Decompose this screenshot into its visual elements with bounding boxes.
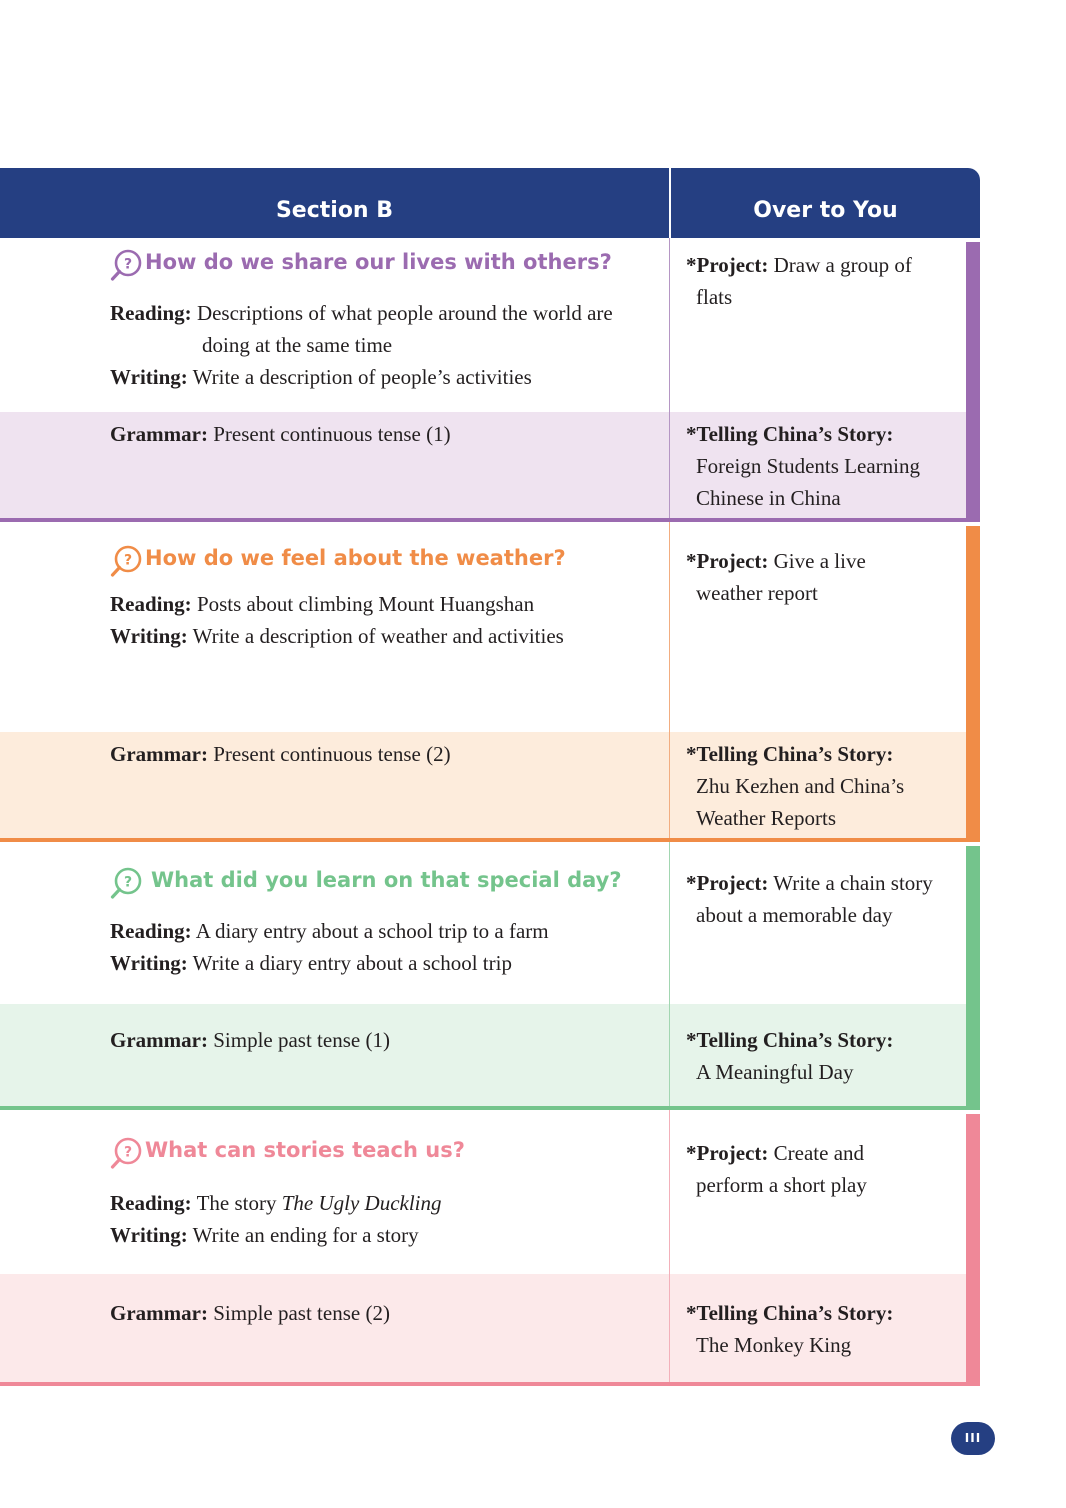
writing-label: Writing: (110, 951, 188, 975)
writing-text: Write a description of weather and activities (192, 624, 564, 648)
project-text: Give a live (773, 549, 866, 573)
writing-text: Write a diary entry about a school trip (192, 951, 512, 975)
grammar-text: Present continuous tense (2) (213, 742, 451, 766)
reading-text: The story (196, 1191, 277, 1215)
question-magnifier-icon (110, 248, 144, 282)
column-divider (669, 522, 670, 838)
unit-bottom-line (0, 1382, 980, 1386)
reading-text: Posts about climbing Mount Huangshan (196, 592, 535, 616)
story-label: *Telling China’s Story: (686, 1301, 894, 1325)
project-line-continued: flats (696, 285, 733, 309)
unit-3-row (0, 842, 980, 1110)
reading-title: The Ugly Duckling (281, 1191, 442, 1215)
project-text: Draw a group of (773, 253, 912, 277)
writing-label: Writing: (110, 365, 188, 389)
svg-text:?: ? (123, 552, 133, 569)
grammar-line (110, 1297, 390, 1329)
writing-text: Write an ending for a story (192, 1223, 419, 1247)
unit-color-bar (966, 846, 980, 1110)
page-number-badge: III (951, 1422, 995, 1455)
reading-text: Descriptions of what people around the world are (196, 301, 613, 325)
writing-text: Write a description of people’s activities (192, 365, 532, 389)
svg-text:?: ? (123, 1144, 133, 1161)
question-magnifier-icon (110, 1136, 144, 1170)
reading-line (110, 588, 534, 620)
grammar-label: Grammar: (110, 422, 208, 446)
story-line-1: A Meaningful Day (696, 1060, 854, 1084)
project-line (686, 1137, 864, 1169)
reading-line (110, 1187, 442, 1219)
grammar-line (110, 738, 451, 770)
project-line-continued: about a memorable day (696, 903, 893, 927)
question-text: How do we share our lives with others? (145, 250, 612, 274)
grammar-line (110, 1024, 390, 1056)
unit-4-row (0, 1110, 980, 1386)
question-text: What can stories teach us? (145, 1138, 465, 1162)
reading-label: Reading: (110, 301, 192, 325)
story-line-1: Foreign Students Learning (696, 454, 920, 478)
writing-line (110, 1219, 419, 1251)
project-text: Create and (773, 1141, 865, 1165)
question-text: What did you learn on that special day? (151, 868, 622, 892)
project-line (686, 867, 933, 899)
project-line (686, 545, 866, 577)
story-label: *Telling China’s Story: (686, 422, 894, 446)
project-label: *Project: (686, 871, 769, 895)
story-label: *Telling China’s Story: (686, 742, 894, 766)
writing-line (110, 620, 564, 652)
svg-text:?: ? (123, 874, 133, 891)
reading-line (110, 915, 549, 947)
reading-label: Reading: (110, 592, 192, 616)
project-line (686, 249, 912, 281)
column-divider (669, 238, 670, 518)
project-text: Write a chain story (773, 871, 933, 895)
unit-1-row (0, 238, 980, 522)
header-over-to-you: Over to You (753, 198, 898, 223)
question-text: How do we feel about the weather? (145, 546, 566, 570)
question-magnifier-icon (110, 544, 144, 578)
project-label: *Project: (686, 1141, 769, 1165)
story-line-2: Chinese in China (696, 486, 841, 510)
project-line-continued: weather report (696, 581, 818, 605)
grammar-line (110, 418, 451, 450)
reading-line-continued: doing at the same time (202, 333, 393, 357)
project-label: *Project: (686, 549, 769, 573)
unit-color-bar (966, 242, 980, 522)
story-line-2: Weather Reports (696, 806, 837, 830)
reading-label: Reading: (110, 919, 192, 943)
writing-label: Writing: (110, 624, 188, 648)
grammar-text: Simple past tense (1) (213, 1028, 390, 1052)
reading-text: A diary entry about a school trip to a farm (195, 919, 549, 943)
grammar-label: Grammar: (110, 1028, 208, 1052)
story-line-1: The Monkey King (696, 1333, 852, 1357)
column-divider (669, 1110, 670, 1382)
grammar-label: Grammar: (110, 742, 208, 766)
table-header (0, 168, 980, 238)
writing-line (110, 361, 532, 393)
story-line-1: Zhu Kezhen and China’s (696, 774, 905, 798)
grammar-text: Simple past tense (2) (213, 1301, 390, 1325)
story-label: *Telling China’s Story: (686, 1028, 894, 1052)
question-magnifier-icon (110, 866, 144, 900)
reading-label: Reading: (110, 1191, 192, 1215)
svg-text:?: ? (123, 256, 133, 273)
project-label: *Project: (686, 253, 769, 277)
writing-label: Writing: (110, 1223, 188, 1247)
unit-color-bar (966, 1114, 980, 1386)
header-section-b: Section B (275, 198, 394, 223)
reading-line (110, 297, 613, 329)
unit-2-row (0, 522, 980, 842)
writing-line (110, 947, 512, 979)
unit-color-bar (966, 526, 980, 842)
grammar-text: Present continuous tense (1) (213, 422, 451, 446)
project-line-continued: perform a short play (696, 1173, 867, 1197)
column-divider (669, 842, 670, 1106)
grammar-label: Grammar: (110, 1301, 208, 1325)
